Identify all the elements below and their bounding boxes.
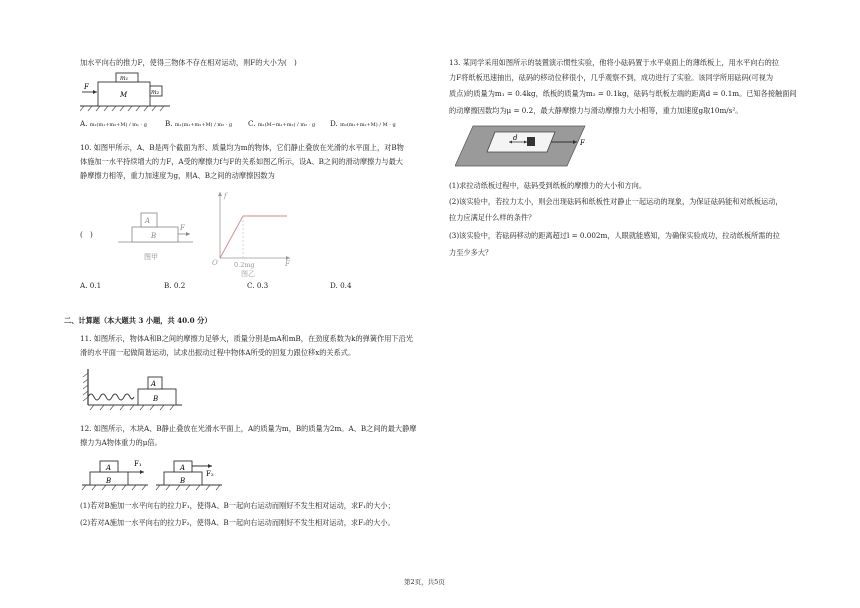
option-letter: A. <box>80 119 88 128</box>
q9-option-c <box>248 119 315 130</box>
q10-fig-b-tick: 0.2mg <box>234 261 255 269</box>
q9-label-m2: m₂ <box>151 89 160 96</box>
q9-figure <box>80 70 180 114</box>
option-letter: B. <box>165 119 173 128</box>
q10-fig-a-label-b: B <box>151 232 157 240</box>
q12-figure <box>80 452 230 492</box>
page-footer: 第2页，共5页 <box>404 578 445 586</box>
q13-label-f: F <box>580 139 585 147</box>
q9-stem: 加水平向右的推力F，使得三物体不存在相对运动，则F的大小为( ) <box>80 58 297 67</box>
q13-label-d: d <box>513 134 518 142</box>
q10-paren: ( ) <box>80 230 93 239</box>
option-text: 0.4 <box>340 281 352 290</box>
q13-part1: (1)求拉动纸板过程中，砝码受到纸板的摩擦力的大小和方向。 <box>449 181 647 190</box>
q10-fig-b-label-f: f <box>224 192 227 200</box>
option-text: 0.1 <box>89 281 102 290</box>
q10-option-b <box>164 281 185 290</box>
q13-line1: 13. 某同学采用如图所示的装置演示惯性实验，他将小砝码置于水平桌面上的薄纸板上，用水平向右的拉 <box>449 58 779 67</box>
q10-fig-b-origin: O <box>212 259 218 267</box>
q13-line3: 质点)的质量为m₁ = 0.4kg，纸板的质量为m₂ = 0.1kg，砝码与纸板左端的距离d = 0.1m。已知各接触面间 <box>449 89 797 98</box>
q11-line2: 滑的水平面一起做简谐运动，试求出振动过程中物体A所受的回复力跟位移x的关系式。 <box>80 348 356 357</box>
q10-fig-a-caption: 图甲 <box>144 253 158 261</box>
option-text: m₂(m₁+m₂+M) / M · g <box>340 122 396 128</box>
q9-option-a <box>80 119 147 130</box>
q9-label-m1: m₁ <box>120 75 129 82</box>
q12-label-f1: F₁ <box>134 460 142 468</box>
q10-fig-b-axis-f: F <box>285 260 290 268</box>
section-heading: 二、计算题（本大题共 3 小题，共 40.0 分） <box>64 316 212 325</box>
q10-line3: 静摩擦力相等，重力加速度为g，则A、B之间的动摩擦因数为 <box>80 171 275 180</box>
q10-fig-a-label-a: A <box>145 217 151 225</box>
option-letter: D. <box>330 119 338 128</box>
option-letter: C. <box>247 281 255 290</box>
q12-label-f2: F₂ <box>206 470 214 478</box>
q13-figure <box>455 122 595 170</box>
q11-label-b: B <box>153 395 159 403</box>
q9-label-big-m: M <box>120 91 128 99</box>
q9-label-f: F <box>84 83 89 91</box>
option-letter: B. <box>164 281 172 290</box>
q12-part1: (1)若对B施加一水平向右的拉力F₁，使得A、B一起向右运动而刚好不发生相对运动，求F₁的大小； <box>80 501 395 510</box>
q10-option-d <box>330 281 352 290</box>
q10-option-a <box>80 281 101 290</box>
option-text: 0.3 <box>256 281 269 290</box>
option-text: m₁(m₁+m₂+M) / m₂ · g <box>174 122 233 128</box>
q11-line1: 11. 如图所示，物体A和B之间的摩擦力足够大，质量分别是mA和mB，在劲度系数为k的弹簧作用下沿光 <box>80 334 413 343</box>
q12-line1: 12. 如图所示，木块A、B静止叠放在光滑水平面上，A的质量为m，B的质量为2m。A、B之间的最大静摩 <box>80 424 417 433</box>
q9-option-d <box>330 119 396 130</box>
q10-figure-b <box>205 188 295 280</box>
q13-part3a: (3)该实验中，若砝码移动的距离超过l = 0.002m，人眼就能感知，为确保实验成功，拉动纸板所需的拉 <box>449 231 780 240</box>
q13-part2b: 拉力应满足什么样的条件？ <box>449 213 536 222</box>
q10-line2: 体施加一水平持续增大的力F，A受的摩擦力f与F的关系如图乙所示，设A、B之间的滑动摩擦力与最大 <box>80 157 403 166</box>
option-letter: A. <box>80 281 88 290</box>
q12-right-label-a: A <box>180 464 186 472</box>
q12-left-label-b: B <box>106 477 112 485</box>
q12-part2: (2)若对A施加一水平向右的拉力F₂，使得A、B一起向右运动而刚好不发生相对运动，求F₂的大小。 <box>80 518 395 527</box>
q13-part3b: 力至少多大？ <box>449 248 493 257</box>
q12-left-label-a: A <box>106 464 112 472</box>
q13-line4: 的动摩擦因数均为μ = 0.2，最大静摩擦力与滑动摩擦力大小相等，重力加速度g取10m/s²。 <box>449 106 743 115</box>
option-text: 0.2 <box>173 281 186 290</box>
q9-option-b <box>165 119 232 130</box>
q12-right-label-b: B <box>180 477 186 485</box>
q11-label-a: A <box>151 380 157 388</box>
q13-part2a: (2)该实验中，若拉力太小，则会出现砝码和纸板性对静止一起运动的现象，为保证砝码能和对纸板运动， <box>449 197 783 206</box>
q10-option-c <box>247 281 268 290</box>
option-text: m₂(m₁+m₂+M) / m₁ · g <box>89 122 147 128</box>
q12-line2: 擦力为A物体重力的μ倍。 <box>80 438 162 447</box>
option-letter: D. <box>330 281 338 290</box>
option-letter: C. <box>248 119 256 128</box>
q11-figure <box>80 365 190 413</box>
q10-fig-a-label-f: F <box>180 224 185 232</box>
q13-line2: 力F将纸板迅速抽出，砝码的移动位移很小，几乎观察不到，成功进行了实验。该同学所用砝码(可视为 <box>449 73 774 82</box>
q10-figure-a <box>118 205 198 263</box>
q10-fig-b-caption: 图乙 <box>241 270 255 278</box>
q10-line1: 10. 如图甲所示，A、B是两个截面为形、质量均为m的物体，它们静止叠放在光滑的水平面上，对B物 <box>80 143 404 152</box>
option-text: m₁(M−m₁+m₂) / m₂ · g <box>257 122 316 128</box>
